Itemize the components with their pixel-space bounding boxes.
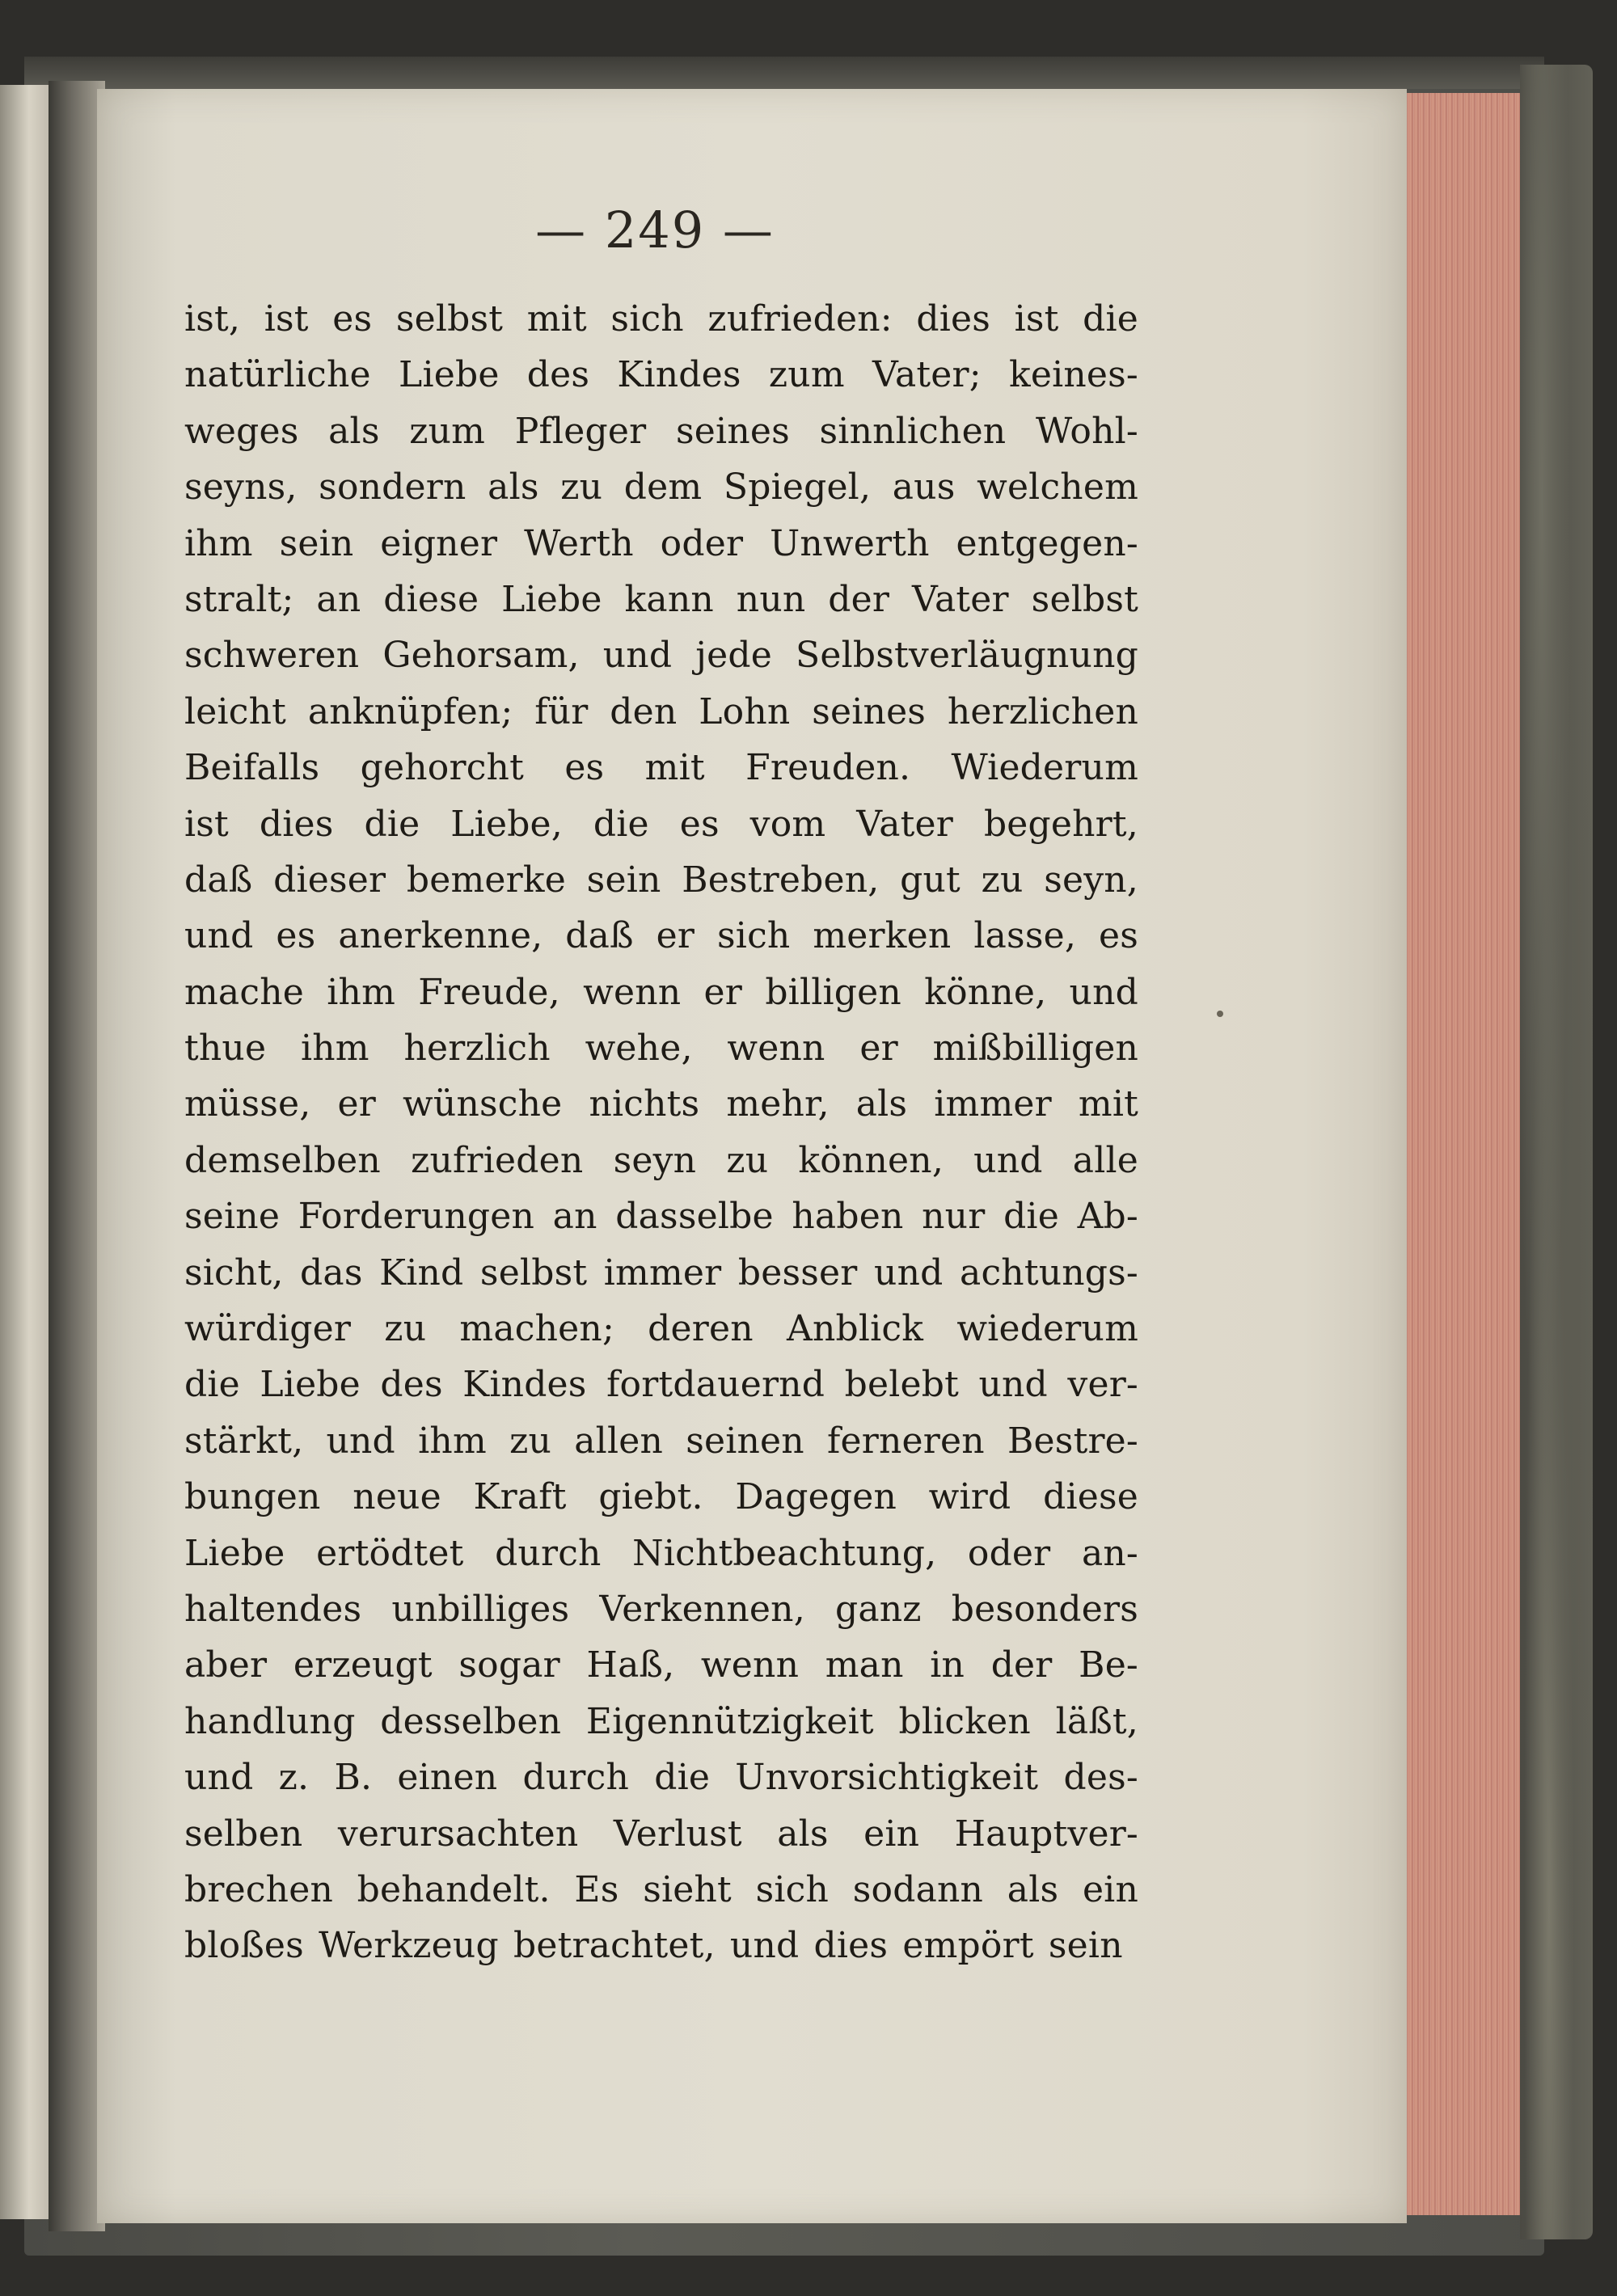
text-line: natürliche Liebe des Kindes zum Vater; keines- — [184, 354, 1138, 396]
text-line: sicht, das Kind selbst immer besser und achtungs- — [184, 1251, 1138, 1294]
red-page-edges — [1403, 93, 1524, 2215]
text-line: und z. B. einen durch die Unvorsichtigkeit des- — [184, 1757, 1138, 1799]
text-line: würdiger zu machen; deren Anblick wiederum — [184, 1308, 1138, 1350]
facing-page-edge — [0, 85, 49, 2219]
text-line: handlung desselben Eigennützigkeit blicken läßt, — [184, 1700, 1138, 1742]
text-line: ihm sein eigner Werth oder Unwerth entgegen- — [184, 522, 1138, 564]
text-line: ist dies die Liebe, die es vom Vater begehrt, — [184, 803, 1138, 845]
text-line: weges als zum Pfleger seines sinnlichen Wohl- — [184, 410, 1138, 452]
text-line: ist, ist es selbst mit sich zufrieden: dies ist die — [184, 298, 1138, 340]
book-top-edge — [24, 57, 1544, 89]
text-line: leicht anknüpfen; für den Lohn seines herzlichen — [184, 690, 1138, 732]
text-line: mache ihm Freude, wenn er billigen könne, und — [184, 971, 1138, 1013]
marbled-board — [1520, 65, 1593, 2239]
paper-speck — [1217, 1011, 1223, 1017]
text-line: müsse, er wünsche nichts mehr, als immer mit — [184, 1083, 1138, 1125]
text-line: und es anerkenne, daß er sich merken lasse, es — [184, 915, 1138, 957]
text-line: bloßes Werkzeug betrachtet, und dies empört sein — [184, 1925, 1123, 1967]
text-line: schweren Gehorsam, und jede Selbstverläugnung — [184, 635, 1138, 677]
text-line: aber erzeugt sogar Haß, wenn man in der Be- — [184, 1644, 1138, 1686]
text-line: thue ihm herzlich wehe, wenn er mißbilligen — [184, 1028, 1138, 1070]
text-line: selben verursachten Verlust als ein Hauptver- — [184, 1813, 1138, 1855]
text-line: seine Forderungen an dasselbe haben nur die Ab- — [184, 1196, 1138, 1238]
text-line: brechen behandelt. Es sieht sich sodann als ein — [184, 1868, 1138, 1910]
text-line: stärkt, und ihm zu allen seinen ferneren Bestre- — [184, 1420, 1138, 1462]
text-line: demselben zufrieden seyn zu können, und alle — [184, 1139, 1138, 1181]
text-line: Liebe ertödtet durch Nichtbeachtung, oder an- — [184, 1532, 1138, 1574]
text-line: Beifalls gehorcht es mit Freuden. Wiederum — [184, 747, 1138, 789]
text-line: stralt; an diese Liebe kann nun der Vater selbst — [184, 578, 1138, 620]
text-line: haltendes unbilliges Verkennen, ganz besonders — [184, 1588, 1138, 1630]
page-number: — 249 — — [535, 200, 775, 260]
body-text — [184, 291, 1138, 1974]
text-line: seyns, sondern als zu dem Spiegel, aus welchem — [184, 466, 1138, 509]
text-line: bungen neue Kraft giebt. Dagegen wird diese — [184, 1476, 1138, 1518]
text-line: die Liebe des Kindes fortdauernd belebt und ver- — [184, 1364, 1138, 1406]
text-line: daß dieser bemerke sein Bestreben, gut zu seyn, — [184, 859, 1138, 901]
